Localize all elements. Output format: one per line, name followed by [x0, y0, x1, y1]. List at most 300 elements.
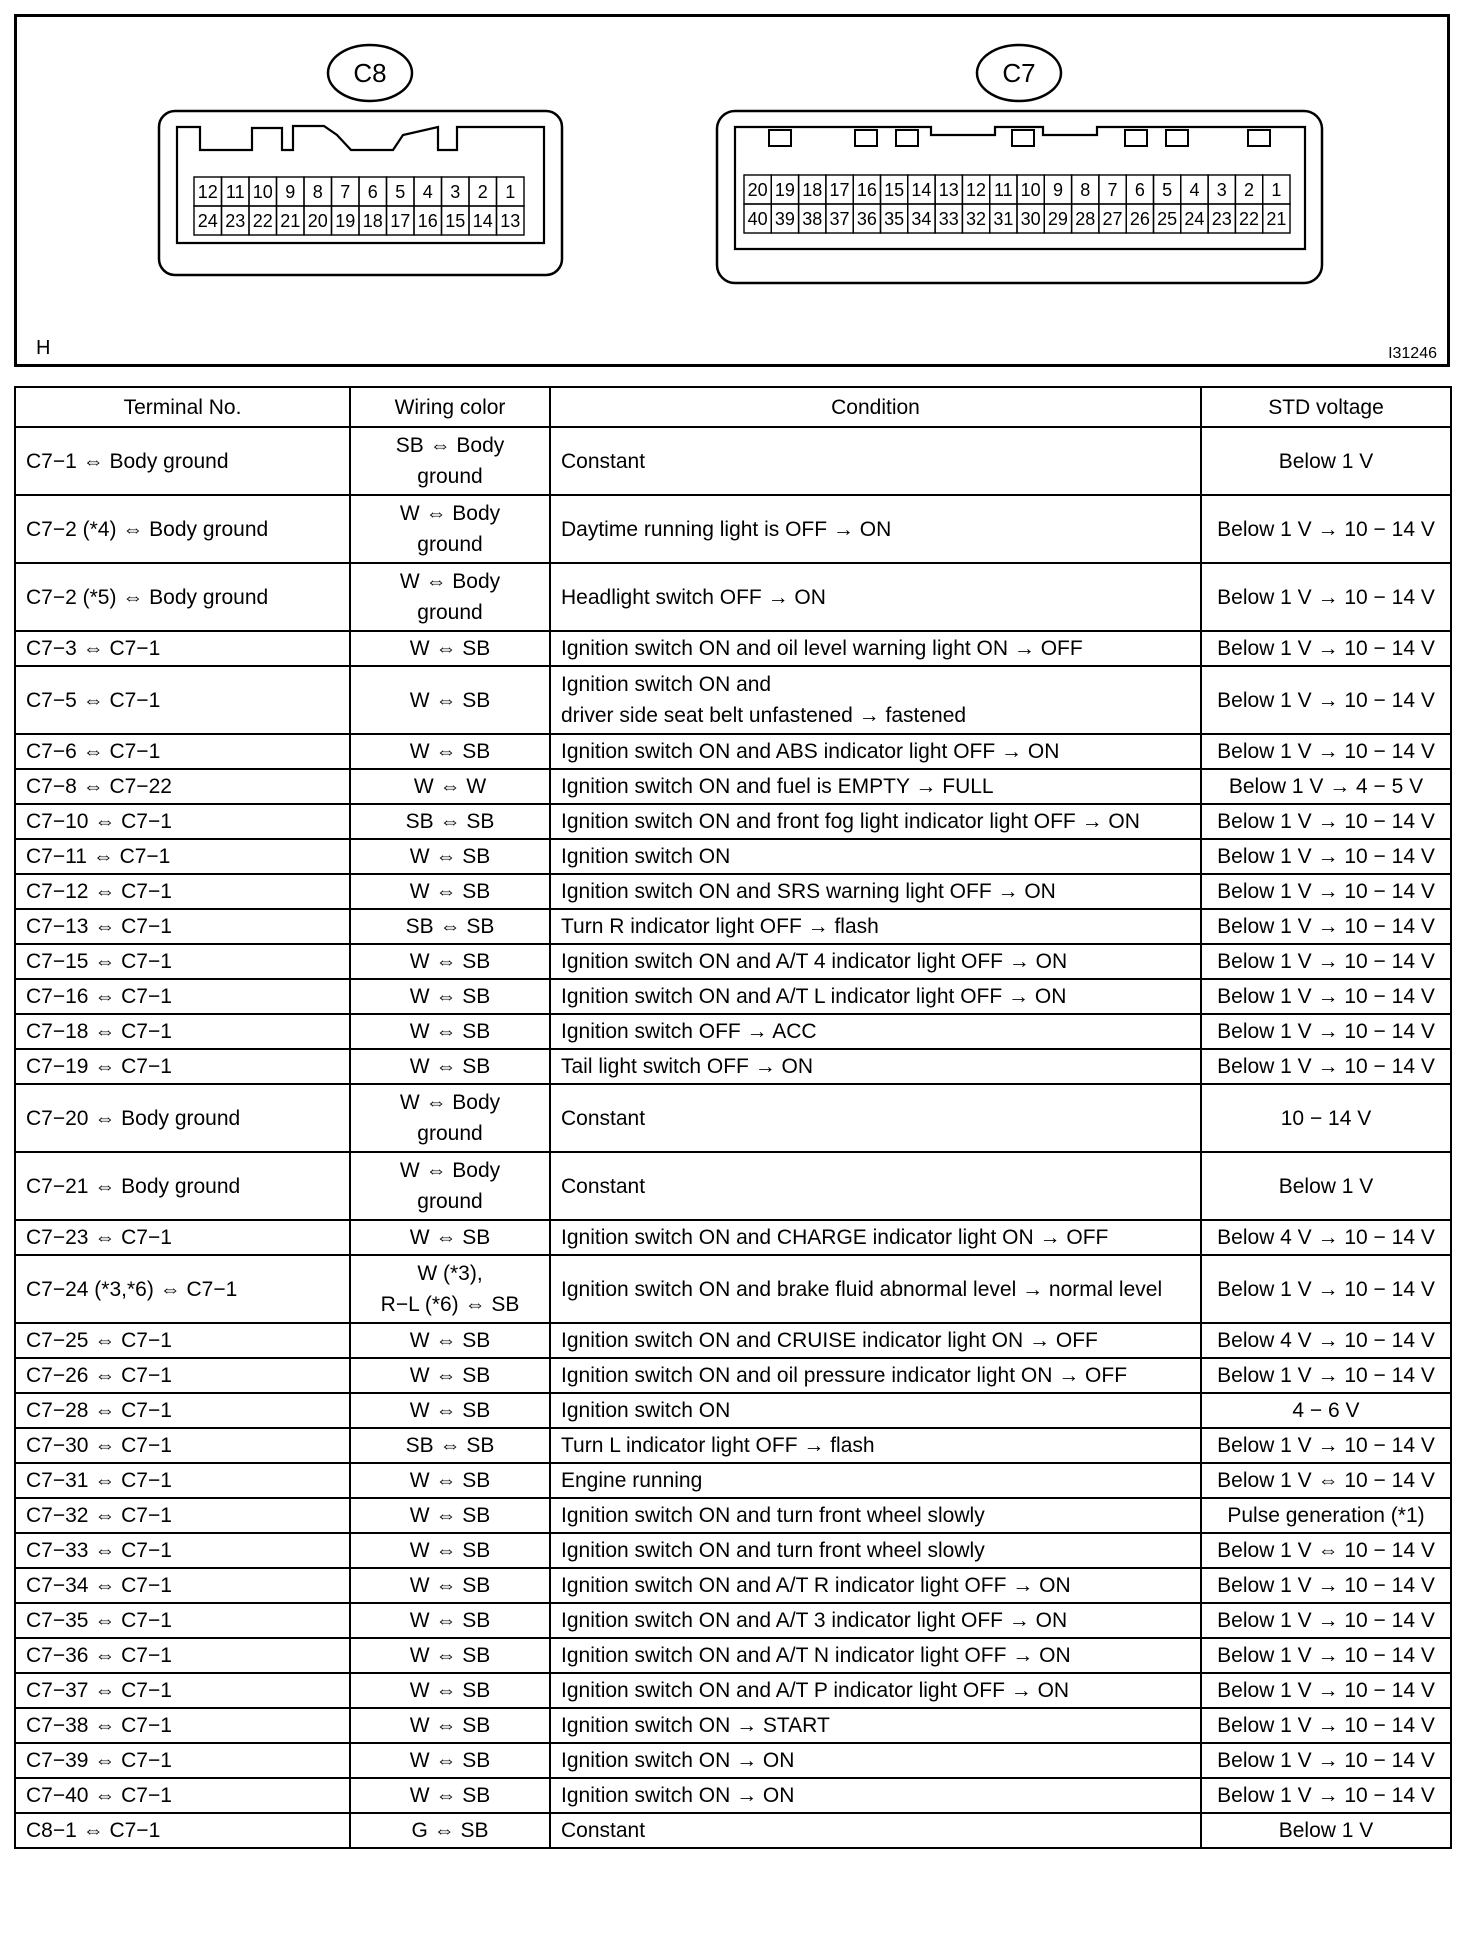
wiring-color-line: W ⇔ Body	[399, 502, 501, 525]
condition-cell	[550, 1673, 1201, 1708]
std-voltage-cell: Below 1 V → 10 − 14 V	[1201, 1708, 1451, 1743]
terminal-pin-number: 15	[445, 211, 466, 231]
terminal-pin-number: 10	[252, 182, 273, 202]
condition-line: Turn R indicator light OFF → flash	[561, 915, 879, 938]
std-voltage-cell: Below 1 V → 10 − 14 V	[1201, 1603, 1451, 1638]
table-row	[15, 1708, 1451, 1743]
std-voltage-cell: Below 1 V → 10 − 14 V	[1201, 631, 1451, 666]
terminal-cell: C7−5 ⇔ C7−1	[15, 666, 350, 734]
condition-cell	[550, 979, 1201, 1014]
wiring-color-cell	[350, 1638, 550, 1673]
wiring-color-cell	[350, 1778, 550, 1813]
condition-line: Constant	[561, 1106, 646, 1130]
condition-line: Constant	[561, 449, 646, 473]
connector-lock-window	[1012, 130, 1034, 146]
terminal-pin-number: 18	[802, 180, 823, 200]
table-row	[15, 1533, 1451, 1568]
wiring-color-cell	[350, 979, 550, 1014]
std-voltage-cell: Below 1 V → 10 − 14 V	[1201, 1049, 1451, 1084]
condition-line: Ignition switch ON → START	[561, 1714, 830, 1737]
terminal-pin-number: 25	[1157, 209, 1178, 229]
wiring-color-line: W ⇔ W	[413, 775, 487, 798]
wiring-color-line: W ⇔ SB	[409, 1539, 491, 1562]
condition-cell	[550, 1533, 1201, 1568]
terminal-cell: C7−37 ⇔ C7−1	[15, 1673, 350, 1708]
wiring-color-line: W ⇔ SB	[409, 1574, 491, 1597]
std-voltage-cell: Below 1 V → 10 − 14 V	[1201, 909, 1451, 944]
terminal-pin-number: 22	[1239, 209, 1260, 229]
wiring-color-cell	[350, 1152, 550, 1220]
wiring-color-line: SB ⇔ Body	[395, 434, 505, 457]
terminal-pin-number: 18	[362, 211, 383, 231]
corner-letter: H	[36, 337, 51, 359]
std-voltage-cell: Below 1 V → 10 − 14 V	[1201, 495, 1451, 563]
wiring-color-cell	[350, 1049, 550, 1084]
terminal-pin-number: 9	[1052, 180, 1063, 200]
terminal-cell: C7−2 (*5) ⇔ Body ground	[15, 563, 350, 631]
terminal-pin-number: 24	[1184, 209, 1205, 229]
condition-line: Ignition switch ON	[561, 1399, 731, 1422]
condition-cell	[550, 769, 1201, 804]
table-row	[15, 804, 1451, 839]
terminal-cell: C7−20 ⇔ Body ground	[15, 1084, 350, 1152]
terminal-pin-number: 4	[422, 182, 433, 202]
terminal-cell: C7−38 ⇔ C7−1	[15, 1708, 350, 1743]
condition-line: Ignition switch ON and A/T N indicator light OFF → ON	[561, 1644, 1071, 1667]
condition-cell	[550, 495, 1201, 563]
terminal-cell: C7−24 (*3,*6) ⇔ C7−1	[15, 1255, 350, 1323]
terminal-pin-number: 14	[911, 180, 932, 200]
terminal-pin-number: 30	[1020, 209, 1041, 229]
table-row	[15, 563, 1451, 631]
wiring-color-cell	[350, 769, 550, 804]
condition-line: Ignition switch ON → ON	[561, 1749, 795, 1772]
table-row	[15, 1049, 1451, 1084]
terminal-pin-number: 16	[417, 211, 438, 231]
terminal-cell: C7−33 ⇔ C7−1	[15, 1533, 350, 1568]
wiring-color-line: W ⇔ SB	[409, 1364, 491, 1387]
connector-label: C7	[1002, 58, 1036, 88]
wiring-color-cell	[350, 1255, 550, 1323]
condition-cell	[550, 1568, 1201, 1603]
terminal-pin-number: 7	[1107, 180, 1118, 200]
terminal-pin-number: 5	[1162, 180, 1173, 200]
wiring-color-line: W ⇔ Body	[399, 1091, 501, 1114]
terminal-pin-number: 28	[1075, 209, 1096, 229]
condition-line: Constant	[561, 1174, 646, 1198]
wiring-color-line: SB ⇔ SB	[405, 810, 495, 833]
table-row	[15, 1778, 1451, 1813]
table-body	[15, 427, 1451, 1848]
std-voltage-cell: Below 1 V → 10 − 14 V	[1201, 1638, 1451, 1673]
terminal-cell: C7−26 ⇔ C7−1	[15, 1358, 350, 1393]
terminal-pin-number: 13	[500, 211, 521, 231]
connector-lock-window	[855, 130, 877, 146]
terminal-pin-number: 19	[774, 180, 795, 200]
terminal-pin-number: 21	[1266, 209, 1287, 229]
terminal-pin-number: 37	[829, 209, 850, 229]
terminal-cell: C7−12 ⇔ C7−1	[15, 874, 350, 909]
wiring-color-cell	[350, 1323, 550, 1358]
terminal-pin-number: 14	[472, 211, 493, 231]
table-row	[15, 839, 1451, 874]
std-voltage-cell: Below 1 V → 10 − 14 V	[1201, 1428, 1451, 1463]
table-row	[15, 1014, 1451, 1049]
terminal-pin-number: 34	[911, 209, 932, 229]
terminal-cell: C7−3 ⇔ C7−1	[15, 631, 350, 666]
terminal-pin-number: 27	[1102, 209, 1123, 229]
terminal-pin-number: 20	[307, 211, 328, 231]
terminal-pin-number: 1	[505, 182, 516, 202]
table-row	[15, 1358, 1451, 1393]
wiring-color-cell	[350, 734, 550, 769]
table-row	[15, 1084, 1451, 1152]
terminal-pin-number: 3	[450, 182, 461, 202]
wiring-color-line: SB ⇔ SB	[405, 915, 495, 938]
terminal-cell: C7−13 ⇔ C7−1	[15, 909, 350, 944]
std-voltage-cell: Below 1 V → 10 − 14 V	[1201, 839, 1451, 874]
terminal-pin-number: 17	[390, 211, 411, 231]
table-row	[15, 427, 1451, 495]
terminal-pin-number: 20	[747, 180, 768, 200]
condition-cell	[550, 631, 1201, 666]
wiring-color-line: ground	[417, 533, 483, 556]
table-row	[15, 495, 1451, 563]
std-voltage-cell: Below 1 V → 10 − 14 V	[1201, 1014, 1451, 1049]
wiring-color-line: W ⇔ SB	[409, 1329, 491, 1352]
wiring-color-line: W ⇔ SB	[409, 740, 491, 763]
terminal-cell: C7−2 (*4) ⇔ Body ground	[15, 495, 350, 563]
condition-cell	[550, 1220, 1201, 1255]
condition-cell	[550, 427, 1201, 495]
terminal-pin-number: 16	[856, 180, 877, 200]
std-voltage-cell: Below 1 V → 10 − 14 V	[1201, 1778, 1451, 1813]
wiring-color-cell	[350, 1358, 550, 1393]
terminal-pin-number: 5	[395, 182, 406, 202]
condition-line: Ignition switch OFF → ACC	[561, 1020, 817, 1043]
table-row	[15, 1673, 1451, 1708]
wiring-color-line: G ⇔ SB	[411, 1819, 489, 1842]
condition-line: Tail light switch OFF → ON	[561, 1055, 814, 1078]
terminal-pin-number: 4	[1189, 180, 1200, 200]
table-row	[15, 1152, 1451, 1220]
wiring-color-line: W ⇔ SB	[409, 1679, 491, 1702]
std-voltage-cell: Below 1 V → 10 − 14 V	[1201, 874, 1451, 909]
terminal-pin-number: 36	[856, 209, 877, 229]
std-voltage-cell: Below 1 V → 10 − 14 V	[1201, 979, 1451, 1014]
condition-cell	[550, 1743, 1201, 1778]
table-row	[15, 979, 1451, 1014]
condition-cell	[550, 1084, 1201, 1152]
condition-cell	[550, 1049, 1201, 1084]
table-row	[15, 1498, 1451, 1533]
wiring-color-line: W ⇔ SB	[409, 880, 491, 903]
terminal-pin-number: 29	[1047, 209, 1068, 229]
condition-line: Ignition switch ON and turn front wheel slowly	[561, 1504, 985, 1527]
std-voltage-cell: Below 1 V → 10 − 14 V	[1201, 944, 1451, 979]
std-voltage-cell: 4 − 6 V	[1201, 1393, 1451, 1428]
terminal-pin-number: 6	[367, 182, 378, 202]
terminal-pin-number: 8	[1080, 180, 1091, 200]
connector-diagram	[14, 14, 1450, 367]
std-voltage-cell: Below 1 V → 10 − 14 V	[1201, 563, 1451, 631]
std-voltage-cell: Below 1 V	[1201, 427, 1451, 495]
table-row	[15, 1255, 1451, 1323]
connector-lock-window	[769, 130, 791, 146]
terminal-cell: C8−1 ⇔ C7−1	[15, 1813, 350, 1848]
terminal-pin-number: 22	[252, 211, 273, 231]
condition-line: Constant	[561, 1819, 646, 1842]
header-terminal: Terminal No.	[15, 387, 350, 427]
wiring-color-line: W ⇔ SB	[409, 1504, 491, 1527]
condition-line: Ignition switch ON → ON	[561, 1784, 795, 1807]
table-row	[15, 1813, 1451, 1848]
wiring-color-cell	[350, 1568, 550, 1603]
terminal-pin-number: 23	[225, 211, 246, 231]
std-voltage-cell: Below 1 V → 10 − 14 V	[1201, 1255, 1451, 1323]
condition-line: Ignition switch ON and ABS indicator light OFF → ON	[561, 740, 1060, 763]
terminal-pin-number: 32	[966, 209, 987, 229]
condition-cell	[550, 563, 1201, 631]
std-voltage-cell: Below 1 V → 10 − 14 V	[1201, 1358, 1451, 1393]
terminal-pin-number: 19	[335, 211, 356, 231]
terminal-cell: C7−30 ⇔ C7−1	[15, 1428, 350, 1463]
wiring-color-cell	[350, 1533, 550, 1568]
wiring-color-line: ground	[417, 465, 483, 488]
table-row	[15, 1220, 1451, 1255]
condition-line: Ignition switch ON and CRUISE indicator light ON → OFF	[561, 1329, 1098, 1352]
connector-housing	[159, 111, 562, 275]
wiring-color-cell	[350, 909, 550, 944]
terminal-pin-number: 9	[285, 182, 296, 202]
terminal-pin-number: 12	[197, 182, 218, 202]
terminal-pin-number: 2	[1244, 180, 1255, 200]
wiring-color-line: W ⇔ SB	[409, 1784, 491, 1807]
wiring-color-line: W ⇔ SB	[409, 1469, 491, 1492]
table-row	[15, 1603, 1451, 1638]
table-row	[15, 734, 1451, 769]
condition-cell	[550, 1708, 1201, 1743]
table-row	[15, 1568, 1451, 1603]
wiring-color-cell	[350, 839, 550, 874]
wiring-color-cell	[350, 1084, 550, 1152]
condition-cell	[550, 1778, 1201, 1813]
terminal-pin-number: 1	[1271, 180, 1282, 200]
std-voltage-cell: Below 1 V → 10 − 14 V	[1201, 734, 1451, 769]
condition-line: Daytime running light is OFF → ON	[561, 517, 892, 541]
condition-cell	[550, 1428, 1201, 1463]
table-row	[15, 944, 1451, 979]
std-voltage-cell: Below 1 V → 10 − 14 V	[1201, 804, 1451, 839]
condition-line: Ignition switch ON and oil pressure indicator light ON → OFF	[561, 1364, 1128, 1387]
terminal-pin-number: 40	[747, 209, 768, 229]
wiring-color-cell	[350, 1743, 550, 1778]
wiring-color-cell	[350, 1498, 550, 1533]
terminal-pin-number: 17	[829, 180, 850, 200]
terminal-cell: C7−35 ⇔ C7−1	[15, 1603, 350, 1638]
condition-line: Ignition switch ON and A/T 4 indicator light OFF → ON	[561, 950, 1068, 973]
terminal-pin-number: 26	[1129, 209, 1150, 229]
terminal-pin-number: 3	[1216, 180, 1227, 200]
wiring-color-cell	[350, 1393, 550, 1428]
std-voltage-cell: Below 1 V → 10 − 14 V	[1201, 1743, 1451, 1778]
condition-line: Ignition switch ON and	[561, 673, 772, 696]
condition-line: Ignition switch ON and oil level warning light ON → OFF	[561, 637, 1083, 660]
condition-line: driver side seat belt unfastened → fastened	[561, 704, 967, 727]
std-voltage-cell: Below 1 V	[1201, 1152, 1451, 1220]
std-voltage-cell: Below 1 V	[1201, 1813, 1451, 1848]
condition-line: Ignition switch ON and A/T L indicator light OFF → ON	[561, 985, 1067, 1008]
terminal-cell: C7−15 ⇔ C7−1	[15, 944, 350, 979]
condition-line: Ignition switch ON and SRS warning light OFF → ON	[561, 880, 1056, 903]
condition-line: Ignition switch ON	[561, 845, 731, 868]
terminal-pin-number: 11	[994, 180, 1013, 200]
connector-label: C8	[353, 58, 387, 88]
connector-diagram-drawing	[17, 17, 1447, 364]
wiring-color-line: W ⇔ Body	[399, 1159, 501, 1182]
table-row	[15, 909, 1451, 944]
terminal-cell: C7−11 ⇔ C7−1	[15, 839, 350, 874]
terminal-cell: C7−32 ⇔ C7−1	[15, 1498, 350, 1533]
wiring-color-line: W (*3),	[417, 1262, 483, 1285]
table-row	[15, 1323, 1451, 1358]
std-voltage-cell: Pulse generation (*1)	[1201, 1498, 1451, 1533]
wiring-color-line: W ⇔ SB	[409, 950, 491, 973]
wiring-color-line: ground	[417, 1190, 483, 1213]
condition-line: Ignition switch ON and CHARGE indicator light ON → OFF	[561, 1226, 1109, 1249]
terminal-pin-number: 7	[340, 182, 351, 202]
wiring-color-cell	[350, 666, 550, 734]
wiring-color-cell	[350, 1428, 550, 1463]
table-row	[15, 631, 1451, 666]
condition-cell	[550, 666, 1201, 734]
wiring-color-line: W ⇔ Body	[399, 570, 501, 593]
terminal-pin-number: 35	[884, 209, 905, 229]
wiring-color-line: W ⇔ SB	[409, 1226, 491, 1249]
wiring-color-line: SB ⇔ SB	[405, 1434, 495, 1457]
terminal-pin-number: 38	[802, 209, 823, 229]
condition-cell	[550, 804, 1201, 839]
wiring-color-cell	[350, 1708, 550, 1743]
condition-cell	[550, 874, 1201, 909]
terminal-cell: C7−10 ⇔ C7−1	[15, 804, 350, 839]
terminal-cell: C7−36 ⇔ C7−1	[15, 1638, 350, 1673]
std-voltage-cell: Below 1 V → 10 − 14 V	[1201, 1568, 1451, 1603]
wiring-color-line: R−L (*6) ⇔ SB	[380, 1293, 520, 1316]
wiring-color-line: W ⇔ SB	[409, 845, 491, 868]
condition-line: Ignition switch ON and turn front wheel slowly	[561, 1539, 985, 1562]
header-condition: Condition	[550, 387, 1201, 427]
condition-cell	[550, 839, 1201, 874]
terminal-pin-number: 10	[1020, 180, 1041, 200]
terminal-pin-number: 24	[197, 211, 218, 231]
wiring-color-line: W ⇔ SB	[409, 1644, 491, 1667]
terminal-pin-number: 23	[1211, 209, 1232, 229]
wiring-color-cell	[350, 563, 550, 631]
wiring-color-line: W ⇔ SB	[409, 1055, 491, 1078]
condition-cell	[550, 734, 1201, 769]
condition-cell	[550, 944, 1201, 979]
std-voltage-cell: Below 1 V ⇔ 10 − 14 V	[1201, 1463, 1451, 1498]
wiring-color-line: W ⇔ SB	[409, 1714, 491, 1737]
wiring-color-line: W ⇔ SB	[409, 1020, 491, 1043]
wiring-color-line: ground	[417, 601, 483, 624]
condition-cell	[550, 1358, 1201, 1393]
condition-line: Ignition switch ON and brake fluid abnormal level → normal level	[561, 1277, 1163, 1301]
wiring-color-cell	[350, 1463, 550, 1498]
terminal-cell: C7−8 ⇔ C7−22	[15, 769, 350, 804]
wiring-color-line: W ⇔ SB	[409, 637, 491, 660]
wiring-color-cell	[350, 1014, 550, 1049]
condition-cell	[550, 1323, 1201, 1358]
wiring-color-cell	[350, 804, 550, 839]
condition-line: Ignition switch ON and A/T R indicator light OFF → ON	[561, 1574, 1071, 1597]
wiring-color-cell	[350, 631, 550, 666]
wiring-color-cell	[350, 1673, 550, 1708]
header-wiring-color: Wiring color	[350, 387, 550, 427]
condition-cell	[550, 1498, 1201, 1533]
condition-cell	[550, 1463, 1201, 1498]
wiring-color-line: W ⇔ SB	[409, 985, 491, 1008]
terminal-pin-number: 8	[312, 182, 323, 202]
table-row	[15, 666, 1451, 734]
table-header-row	[15, 387, 1451, 427]
terminal-cell: C7−21 ⇔ Body ground	[15, 1152, 350, 1220]
std-voltage-cell: Below 1 V → 4 − 5 V	[1201, 769, 1451, 804]
terminal-table	[14, 386, 1452, 1849]
condition-line: Ignition switch ON and A/T 3 indicator light OFF → ON	[561, 1609, 1068, 1632]
wiring-color-line: W ⇔ SB	[409, 1609, 491, 1632]
table-row	[15, 769, 1451, 804]
connector-lock-window	[1166, 130, 1188, 146]
wiring-color-cell	[350, 944, 550, 979]
table-row	[15, 1743, 1451, 1778]
condition-cell	[550, 1255, 1201, 1323]
table-row	[15, 1428, 1451, 1463]
terminal-cell: C7−34 ⇔ C7−1	[15, 1568, 350, 1603]
std-voltage-cell: Below 1 V → 10 − 14 V	[1201, 1673, 1451, 1708]
terminal-cell: C7−6 ⇔ C7−1	[15, 734, 350, 769]
condition-cell	[550, 909, 1201, 944]
wiring-color-cell	[350, 1220, 550, 1255]
terminal-pin-number: 12	[966, 180, 987, 200]
header-std-voltage: STD voltage	[1201, 387, 1451, 427]
wiring-color-cell	[350, 1603, 550, 1638]
terminal-cell: C7−1 ⇔ Body ground	[15, 427, 350, 495]
wiring-color-line: W ⇔ SB	[409, 1749, 491, 1772]
terminal-pin-number: 21	[280, 211, 301, 231]
std-voltage-cell: Below 1 V ⇔ 10 − 14 V	[1201, 1533, 1451, 1568]
table-row	[15, 1393, 1451, 1428]
condition-line: Engine running	[561, 1469, 703, 1492]
terminal-pin-number: 39	[774, 209, 795, 229]
terminal-cell: C7−39 ⇔ C7−1	[15, 1743, 350, 1778]
terminal-cell: C7−40 ⇔ C7−1	[15, 1778, 350, 1813]
terminal-pin-number: 15	[884, 180, 905, 200]
std-voltage-cell: Below 1 V → 10 − 14 V	[1201, 666, 1451, 734]
terminal-pin-number: 31	[993, 209, 1014, 229]
terminal-cell: C7−19 ⇔ C7−1	[15, 1049, 350, 1084]
wiring-color-line: W ⇔ SB	[409, 688, 491, 712]
condition-cell	[550, 1603, 1201, 1638]
terminal-cell: C7−16 ⇔ C7−1	[15, 979, 350, 1014]
connector-lock-window	[1125, 130, 1147, 146]
condition-line: Turn L indicator light OFF → flash	[561, 1434, 875, 1457]
connector-lock-window	[1248, 130, 1270, 146]
terminal-cell: C7−23 ⇔ C7−1	[15, 1220, 350, 1255]
condition-line: Ignition switch ON and A/T P indicator light OFF → ON	[561, 1679, 1070, 1702]
terminal-pin-number: 33	[938, 209, 959, 229]
